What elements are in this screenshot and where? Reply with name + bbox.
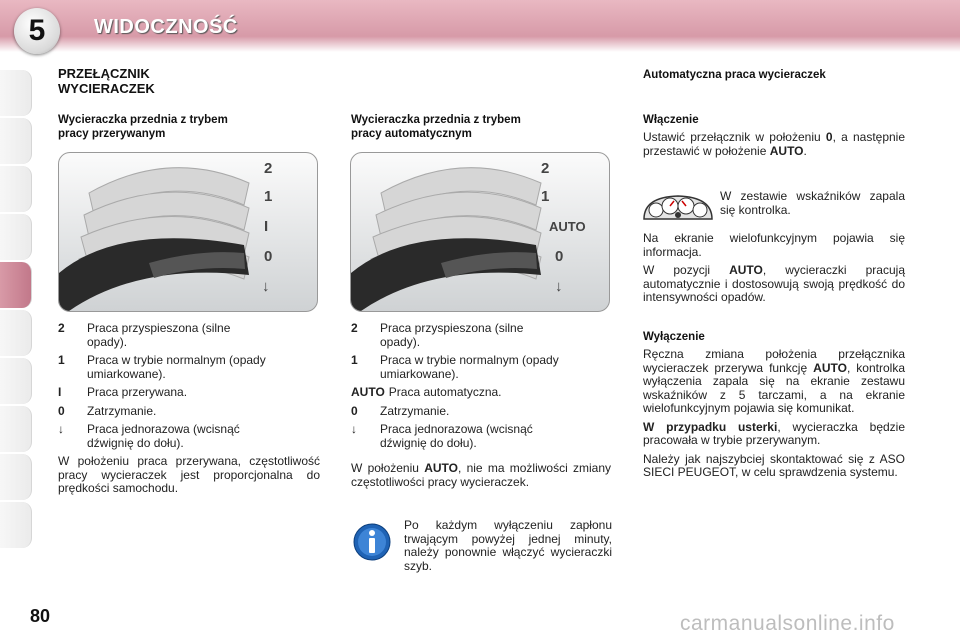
- legend-item: ↓ Praca jednorazowa (wcisnąć dźwignię do dołu).: [351, 422, 533, 450]
- middle-subtitle: Wycieraczka przednia z trybem pracy automatycznym: [351, 114, 521, 140]
- off-heading: Wyłączenie: [643, 331, 705, 343]
- side-tab-active[interactable]: [0, 262, 32, 308]
- info-note: Po każdym wyłączeniu zapłonu trwającym powyżej jednej minuty, należy ponownie włączyć wycieraczki szyb.: [404, 518, 612, 573]
- cluster-note: W zestawie wskaźników zapala się kontrolka.: [720, 189, 905, 217]
- middle-note: W położeniu AUTO, nie ma możliwości zmiany częstotliwości pracy wycieraczek.: [351, 461, 612, 489]
- side-tab[interactable]: [0, 454, 32, 500]
- legend-item: 1 Praca w trybie normalnym (opady umiarkowane).: [351, 353, 559, 381]
- instrument-cluster-icon: [642, 193, 714, 221]
- side-tab[interactable]: [0, 358, 32, 404]
- chapter-title: WIDOCZNOŚĆ: [94, 16, 238, 38]
- left-legend: [58, 322, 320, 501]
- stalk-position-label: 0: [264, 248, 273, 265]
- watermark: carmanualsonline.info: [680, 612, 895, 635]
- stalk-position-label: 0: [555, 248, 564, 265]
- display-note: Na ekranie wielofunkcyjnym pojawia się informacja.: [643, 231, 905, 259]
- side-tab[interactable]: [0, 214, 32, 260]
- stalk-position-label: 1: [541, 188, 550, 205]
- side-tab[interactable]: [0, 118, 32, 164]
- wiper-stalk-drawing: [59, 153, 317, 311]
- stalk-position-label: 2: [264, 160, 273, 177]
- side-tab[interactable]: [0, 502, 32, 548]
- legend-item: 2 Praca przyspieszona (silne opady).: [351, 321, 524, 349]
- service-text: Należy jak najszybciej skontaktować się z ASO SIECI PEUGEOT, w celu sprawdzenia systemu.: [643, 451, 905, 479]
- section-title: PRZEŁĄCZNIK WYCIERACZEK: [58, 66, 155, 96]
- right-body: [643, 232, 905, 310]
- wiper-stalk-drawing: [351, 153, 609, 311]
- wiper-stalk-illustration-intermittent: [58, 152, 318, 312]
- right-title: Automatyczna praca wycieraczek: [643, 69, 826, 81]
- page-number: 80: [30, 606, 51, 626]
- info-icon: [353, 523, 391, 561]
- middle-legend: [351, 322, 611, 494]
- on-heading: Włączenie: [643, 114, 699, 126]
- off-body: [643, 348, 905, 485]
- legend-item: 0 Zatrzymanie.: [351, 403, 450, 418]
- legend-item: 2 Praca przyspieszona (silne opady).: [58, 321, 231, 349]
- stalk-position-label: 1: [264, 188, 273, 205]
- side-tab[interactable]: [0, 70, 32, 116]
- stalk-position-label: ↓: [555, 278, 563, 295]
- off-text: Ręczna zmiana położenia przełącznika wycieraczek przerywa funkcję AUTO, kontrolka wyłączenia zapala się na ekranie zestawu wskaźników z 5 tarczami, a na ekranie wielofunkcyjnym pojawia się komunikat.: [643, 347, 905, 415]
- wiper-stalk-illustration-auto: [350, 152, 610, 312]
- auto-note: W pozycji AUTO, wycieraczki pracują automatycznie i dostosowują swoją prędkość do intensywności opadów.: [643, 263, 905, 304]
- legend-item: ↓ Praca jednorazowa (wcisnąć dźwignię do dołu).: [58, 422, 240, 450]
- legend-item: AUTO Praca automatyczna.: [351, 385, 502, 399]
- legend-item: 0 Zatrzymanie.: [58, 403, 157, 418]
- fault-text: W przypadku usterki, wycieraczka będzie pracowała w trybie przerywanym.: [643, 419, 906, 447]
- legend-item: 1 Praca w trybie normalnym (opady umiarkowane).: [58, 353, 266, 381]
- stalk-position-label: ↓: [262, 278, 270, 295]
- side-tab[interactable]: [0, 406, 32, 452]
- side-tab[interactable]: [0, 310, 32, 356]
- legend-item: I Praca przerywana.: [58, 385, 188, 399]
- stalk-position-label: AUTO: [549, 219, 586, 234]
- on-text: Ustawić przełącznik w położeniu 0, a następnie przestawić w położenie AUTO.: [643, 130, 906, 158]
- chapter-number-badge: 5: [14, 8, 60, 54]
- side-tab[interactable]: [0, 166, 32, 212]
- side-tab-strip: [0, 70, 32, 550]
- stalk-position-label: 2: [541, 160, 550, 177]
- stalk-position-label: I: [264, 218, 269, 235]
- left-note: W położeniu praca przerywana, częstotliwość pracy wycieraczek jest proporcjonalna do prędkości samochodu.: [58, 454, 320, 495]
- left-subtitle: Wycieraczka przednia z trybem pracy przerywanym: [58, 114, 228, 140]
